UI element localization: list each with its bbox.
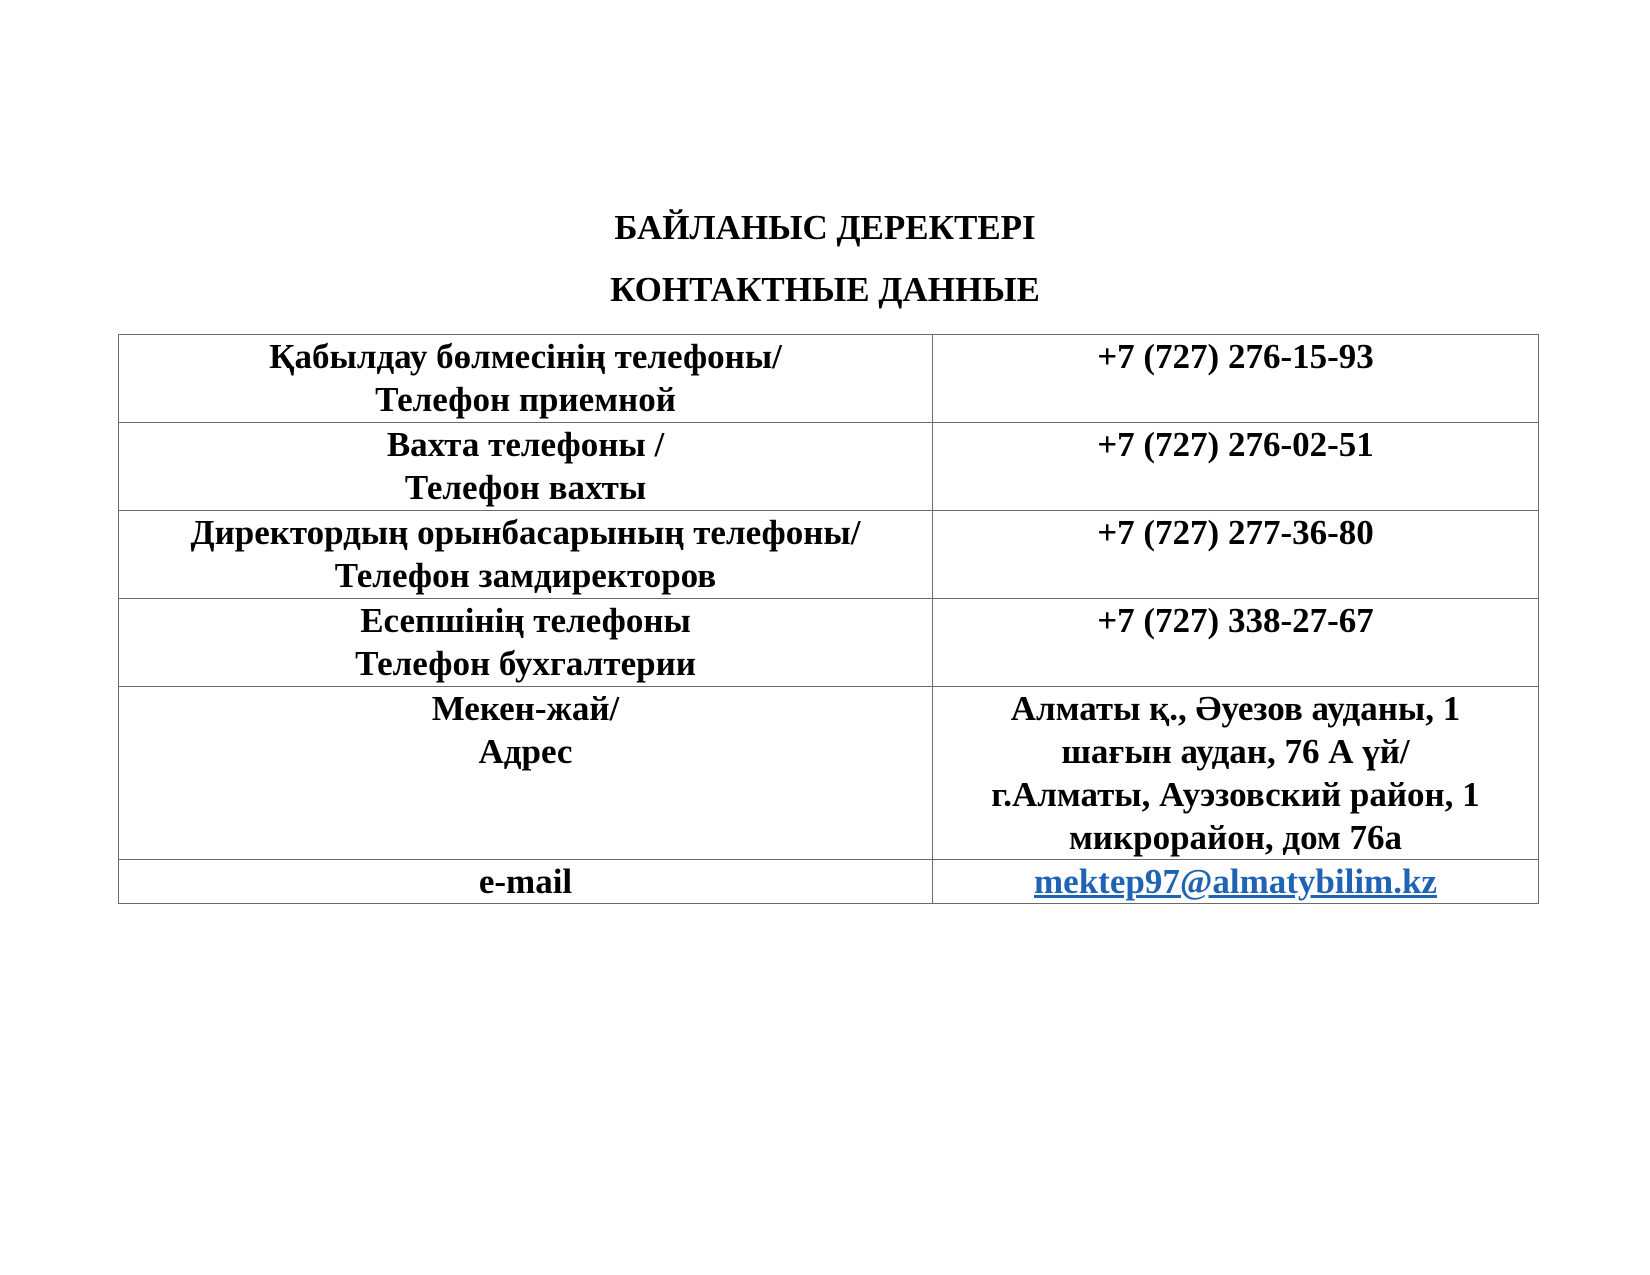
label-ru: Телефон приемной — [375, 380, 676, 419]
address-line: шағын аудан, 76 А үй/ — [1061, 732, 1410, 771]
label-cell — [119, 423, 933, 511]
label-kz: Вахта телефоны / — [386, 425, 665, 464]
label-kz: Мекен-жай/ — [431, 689, 620, 728]
address-cell — [933, 687, 1539, 860]
label-cell — [119, 687, 933, 860]
table-row — [119, 511, 1539, 599]
email-link[interactable]: mektep97@almatybilim.kz — [1034, 862, 1437, 901]
label-cell — [119, 599, 933, 687]
label-cell — [119, 511, 933, 599]
value-cell — [933, 860, 1539, 904]
deputy-director-phone: +7 (727) 277-36-80 — [1097, 513, 1374, 552]
value-cell — [933, 599, 1539, 687]
table-row — [119, 423, 1539, 511]
table-row — [119, 687, 1539, 860]
table-row — [119, 599, 1539, 687]
label-ru: Телефон вахты — [404, 468, 647, 507]
value-cell — [933, 335, 1539, 423]
label-kz: Қабылдау бөлмесінің телефоны/ — [269, 337, 782, 376]
label-cell — [119, 860, 933, 904]
label-ru: Телефон замдиректоров — [334, 556, 717, 595]
accounting-phone: +7 (727) 338-27-67 — [1097, 601, 1374, 640]
email-label: e-mail — [478, 862, 573, 901]
address-line: г.Алматы, Ауэзовский район, 1 — [991, 775, 1480, 814]
page-title-ru: КОНТАКТНЫЕ ДАННЫЕ — [610, 270, 1040, 309]
address-line: микрорайон, дом 76а — [1068, 818, 1403, 857]
table-row — [119, 860, 1539, 904]
reception-phone: +7 (727) 276-15-93 — [1097, 337, 1374, 376]
value-cell — [933, 511, 1539, 599]
table-row — [119, 335, 1539, 423]
page-title-kz: БАЙЛАНЫС ДЕРЕКТЕРІ — [614, 208, 1036, 247]
label-kz: Есепшінің телефоны — [360, 601, 691, 640]
contacts-table — [118, 334, 1539, 904]
label-ru: Телефон бухгалтерии — [355, 644, 696, 683]
security-desk-phone: +7 (727) 276-02-51 — [1097, 425, 1374, 464]
label-kz: Директордың орынбасарының телефоны/ — [190, 513, 861, 552]
address-line: Алматы қ., Әуезов ауданы, 1 — [1010, 689, 1461, 728]
label-ru: Адрес — [478, 732, 573, 771]
label-cell — [119, 335, 933, 423]
value-cell — [933, 423, 1539, 511]
